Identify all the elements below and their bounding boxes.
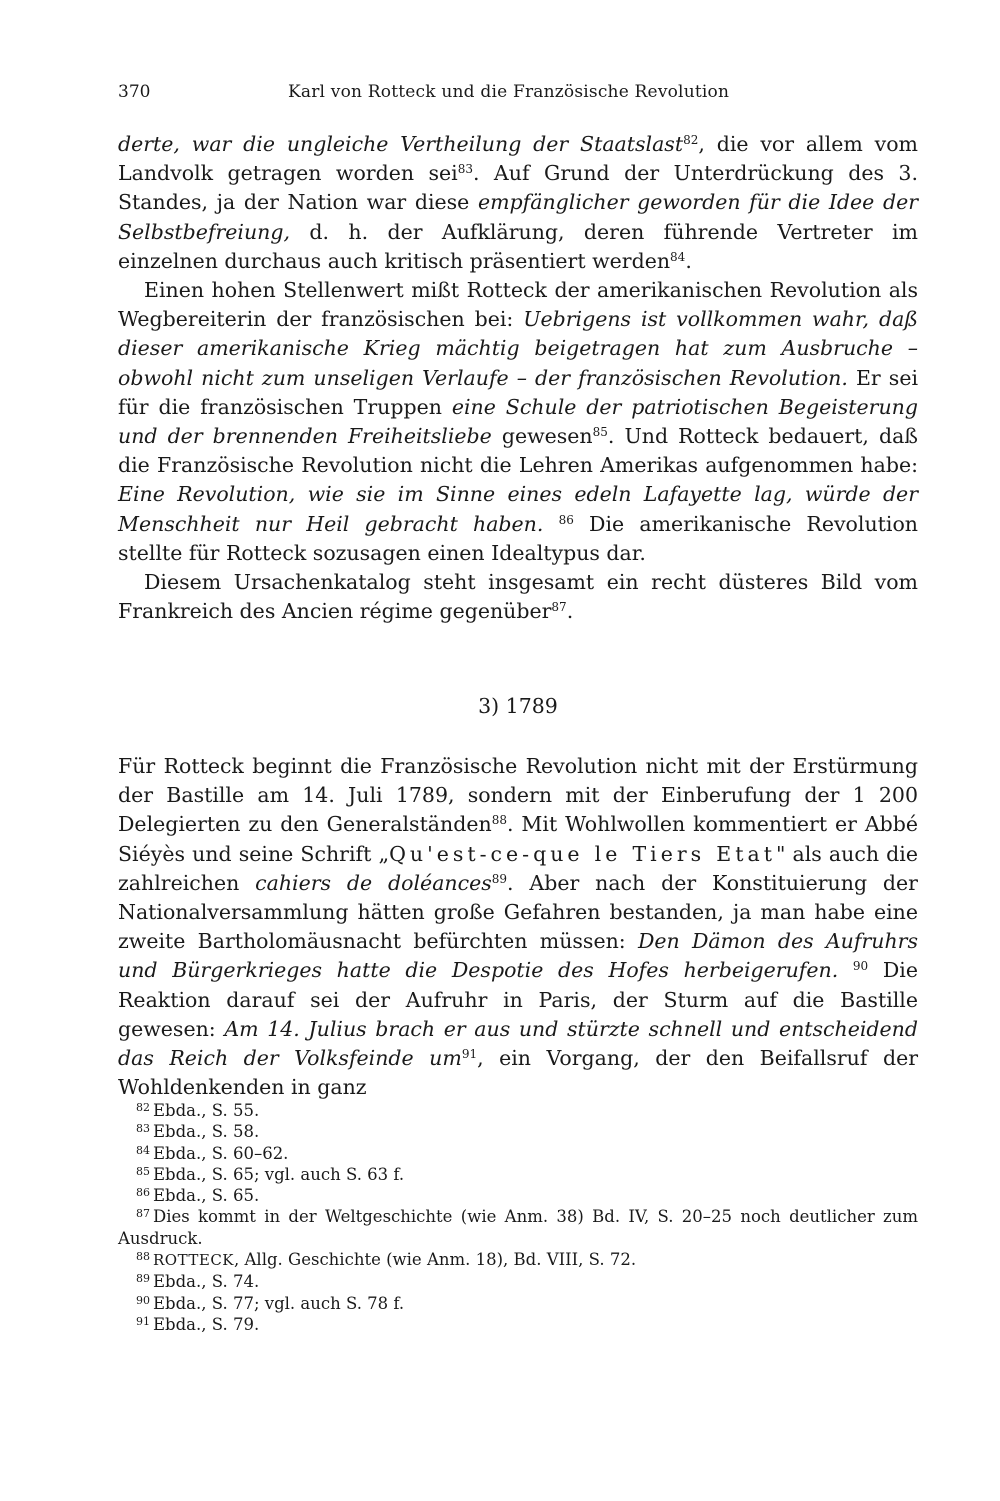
footnote-text: Ebda., S. 79. — [153, 1314, 260, 1334]
text: Er sei für die französischen Truppen — [118, 365, 919, 419]
footnote-number: 83 — [136, 1122, 150, 1136]
page-number: 370 — [118, 82, 151, 102]
text: Die amerikanische Revolution stellte für Rotteck sozusagen einen Idealtypus dar. — [118, 511, 918, 565]
text: , die vor allem vom Landvolk getragen worden sei — [118, 132, 918, 186]
footnote-text: Ebda., S. 65. — [153, 1186, 260, 1206]
footnote — [118, 1164, 918, 1185]
quote: cahiers de doléances — [255, 870, 492, 895]
footnote-text: Dies kommt in der Weltgeschichte (wie Anm. 38) Bd. IV, S. 20–25 noch deutlicher zum Ausdruck. — [118, 1207, 918, 1248]
text: . Auf Grund der Unterdrückung des 3. Standes, ja der Nation war diese — [118, 161, 918, 215]
footnote — [118, 1314, 918, 1335]
footnote-number: 86 — [136, 1186, 150, 1200]
footnote — [118, 1271, 918, 1292]
footnote-text: Ebda., S. 58. — [153, 1122, 260, 1142]
footnote-number: 82 — [136, 1101, 150, 1114]
text: . Und Rotteck bedauert, daß die Französische Revolution nicht die Lehren Amerikas aufgenommen habe: — [118, 424, 918, 478]
footnote-ref: 87 — [551, 600, 567, 615]
footnote-ref: 82 — [683, 133, 699, 147]
paragraph-4 — [118, 752, 918, 1102]
footnote — [118, 1121, 918, 1142]
quote: empfänglicher geworden für die Idee der Selbstbefreiung, — [118, 190, 919, 244]
quote: Am 14. Julius brach er aus und stürzte schnell und entscheidend das Reich der Volksfeinde um — [118, 1016, 919, 1071]
text: . Mit Wohlwollen kommentiert er Abbé Siéyès und seine Schrift „ — [118, 812, 919, 866]
footnote-text: Ebda., S. 60–62. — [153, 1143, 289, 1163]
quote: derte, war die ungleiche Vertheilung der Staatslast — [118, 132, 684, 156]
footnote-ref: 90 — [852, 959, 869, 974]
running-title: Karl von Rotteck und die Französische Revolution — [288, 82, 730, 102]
paragraph-3 — [118, 568, 918, 626]
footnote-text: Ebda., S. 74. — [153, 1272, 260, 1292]
body-text-upper — [118, 130, 918, 626]
footnote — [118, 1185, 918, 1206]
footnote-ref: 91 — [461, 1047, 478, 1062]
footnote-ref: 89 — [491, 871, 508, 886]
footnote — [118, 1143, 918, 1164]
footnote-ref: 86 — [558, 512, 574, 527]
footnote-ref: 83 — [457, 162, 473, 177]
spaced-title: Qu'est-ce-que le Tiers Etat — [389, 841, 776, 866]
footnote — [118, 1100, 918, 1121]
footnote-ref: 85 — [592, 425, 608, 440]
footnote-number: 84 — [136, 1143, 150, 1157]
text: . — [566, 599, 574, 624]
quote: Uebrigens ist vollkommen wahr, daß dieser amerikanische Krieg mächtig beigetragen hat zum Ausbruche – obwohl nicht zum unseligen Verlaufe – der französischen Revolution. — [118, 307, 918, 390]
footnote-text: Ebda., S. 77; vgl. auch S. 78 f. — [153, 1293, 405, 1313]
text: gewesen — [491, 424, 593, 449]
text: Einen hohen Stellenwert mißt Rotteck der amerikanischen Revolution als Wegbereiterin der französischen bei: — [118, 278, 918, 332]
paragraph-1 — [118, 130, 918, 276]
footnote-ref: 88 — [491, 813, 507, 828]
body-text-lower — [118, 752, 918, 1102]
paragraph-2 — [118, 276, 918, 568]
text: Diesem Ursachenkatalog steht insgesamt ein recht düsteres Bild vom Frankreich des Ancien régime gegenüber — [118, 570, 918, 624]
footnote-text: Ebda., S. 65; vgl. auch S. 63 f. — [153, 1164, 405, 1184]
footnote-number: 85 — [136, 1164, 150, 1178]
quote: eine Schule der patriotischen Begeisterung und der brennenden Freiheitsliebe — [118, 394, 918, 449]
text: d. h. der Aufklärung, deren führende Vertreter im einzelnen durchaus auch kritisch präsentiert werden — [118, 219, 918, 273]
text: , ein Vorgang, der den Beifallsruf der Wohldenkenden in ganz — [118, 1046, 919, 1100]
author-name: ROTTECK — [153, 1251, 235, 1270]
text: " als auch die zahlreichen — [118, 841, 918, 895]
footnote — [118, 1206, 918, 1249]
footnote-text: , Allg. Geschichte (wie Anm. 18), Bd. VIII, S. 72. — [234, 1250, 637, 1270]
text: . — [685, 248, 692, 273]
text: Für Rotteck beginnt die Französische Revolution nicht mit der Erstürmung der Bastille am 14. Juli 1789, sondern mit der Einberufung der 1 200 Delegierten zu den Generalständen — [118, 754, 918, 837]
quote: Eine Revolution, wie sie im Sinne eines edeln Lafayette lag, würde der Menschheit nur Heil gebracht haben. — [118, 482, 918, 536]
text: Die Reaktion darauf sei der Aufruhr in Paris, der Sturm auf die Bastille gewesen: — [118, 958, 918, 1041]
footnote-number: 91 — [136, 1314, 150, 1328]
footnote-text: Ebda., S. 55. — [153, 1101, 260, 1120]
footnote — [118, 1249, 918, 1271]
section-heading: 3) 1789 — [478, 694, 558, 718]
footnote-number: 89 — [136, 1272, 150, 1286]
footnotes — [118, 1100, 918, 1335]
footnote-number: 90 — [136, 1293, 150, 1307]
text: . Aber nach der Konstituierung der Nationalversammlung hätten große Gefahren bestanden, ja man habe eine zweite Bartholomäusnacht befürchten müssen: — [118, 870, 918, 954]
footnote — [118, 1293, 918, 1314]
footnote-number: 87 — [136, 1207, 150, 1221]
footnote-ref: 84 — [670, 249, 686, 264]
footnote-number: 88 — [136, 1250, 150, 1264]
quote: Den Dämon des Aufruhrs und Bürgerkrieges hatte die Despotie des Hofes herbeigerufen. — [118, 929, 918, 983]
